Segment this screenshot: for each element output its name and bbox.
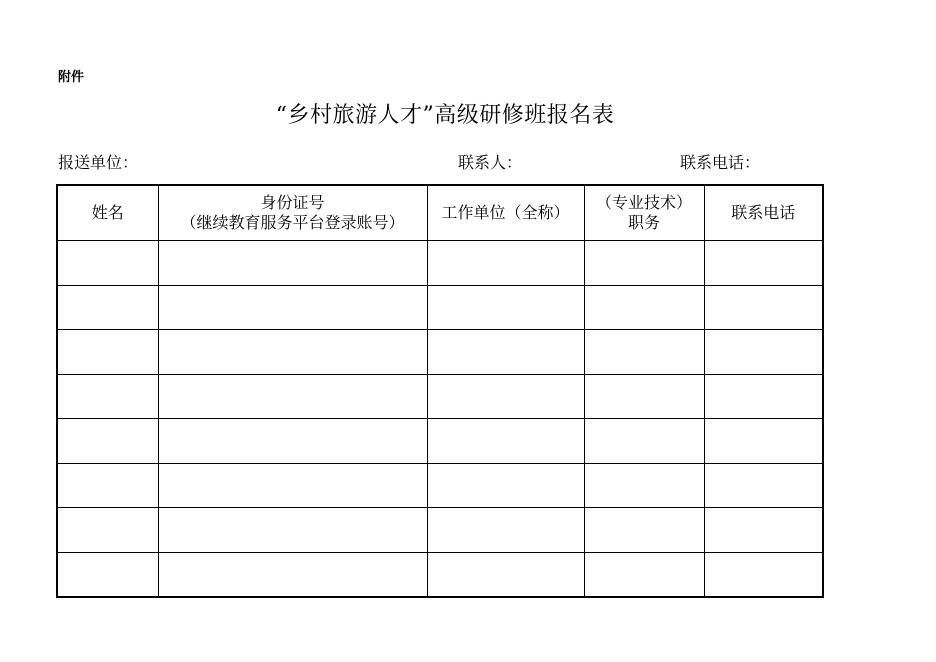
cell-id-number[interactable] — [158, 374, 427, 419]
header-work-unit-label: 工作单位（全称） — [441, 203, 570, 222]
cell-phone[interactable] — [704, 552, 823, 597]
header-id-number-label: 身份证号 — [260, 193, 325, 212]
header-position — [584, 185, 704, 241]
table-row — [57, 330, 823, 375]
cell-phone[interactable] — [704, 241, 823, 286]
cell-work-unit[interactable] — [427, 285, 584, 330]
cell-id-number[interactable] — [158, 330, 427, 375]
contact-phone-label: 联系电话： — [680, 153, 761, 172]
header-work-unit — [427, 185, 584, 241]
header-id-number — [158, 185, 427, 241]
cell-name[interactable] — [57, 285, 158, 330]
cell-work-unit[interactable] — [427, 374, 584, 419]
header-name-label: 姓名 — [91, 203, 124, 222]
header-position-qualifier: （专业技术） — [595, 193, 692, 212]
cell-work-unit[interactable] — [427, 330, 584, 375]
cell-name[interactable] — [57, 552, 158, 597]
cell-phone[interactable] — [704, 285, 823, 330]
cell-position[interactable] — [584, 419, 704, 464]
table-row — [57, 552, 823, 597]
table-row — [57, 463, 823, 508]
registration-table — [56, 184, 824, 598]
table-row — [57, 508, 823, 553]
cell-work-unit[interactable] — [427, 463, 584, 508]
cell-id-number[interactable] — [158, 508, 427, 553]
cell-phone[interactable] — [704, 463, 823, 508]
cell-position[interactable] — [584, 463, 704, 508]
cell-position[interactable] — [584, 330, 704, 375]
table-row — [57, 419, 823, 464]
header-position-label: 职务 — [627, 213, 660, 232]
cell-name[interactable] — [57, 419, 158, 464]
header-phone — [704, 185, 823, 241]
cell-id-number[interactable] — [158, 552, 427, 597]
cell-position[interactable] — [584, 552, 704, 597]
cell-name[interactable] — [57, 374, 158, 419]
cell-work-unit[interactable] — [427, 552, 584, 597]
attachment-label: 附件 — [58, 70, 85, 85]
cell-name[interactable] — [57, 241, 158, 286]
header-name — [57, 185, 158, 241]
cell-phone[interactable] — [704, 330, 823, 375]
cell-position[interactable] — [584, 241, 704, 286]
header-phone-label: 联系电话 — [731, 203, 796, 222]
table-row — [57, 241, 823, 286]
cell-work-unit[interactable] — [427, 241, 584, 286]
cell-work-unit[interactable] — [427, 419, 584, 464]
submitting-unit-label: 报送单位： — [58, 153, 139, 172]
contact-person-label: 联系人： — [458, 153, 523, 172]
cell-id-number[interactable] — [158, 285, 427, 330]
cell-name[interactable] — [57, 508, 158, 553]
cell-phone[interactable] — [704, 508, 823, 553]
cell-name[interactable] — [57, 463, 158, 508]
header-id-number-note: （继续教育服务平台登录账号） — [180, 213, 405, 232]
table-header-row — [57, 185, 823, 241]
cell-position[interactable] — [584, 285, 704, 330]
cell-id-number[interactable] — [158, 419, 427, 464]
cell-phone[interactable] — [704, 374, 823, 419]
cell-name[interactable] — [57, 330, 158, 375]
form-title: “乡村旅游人才”高级研修班报名表 — [275, 103, 615, 128]
cell-position[interactable] — [584, 374, 704, 419]
table-row — [57, 285, 823, 330]
cell-work-unit[interactable] — [427, 508, 584, 553]
cell-position[interactable] — [584, 508, 704, 553]
cell-phone[interactable] — [704, 419, 823, 464]
table-row — [57, 374, 823, 419]
cell-id-number[interactable] — [158, 463, 427, 508]
cell-id-number[interactable] — [158, 241, 427, 286]
